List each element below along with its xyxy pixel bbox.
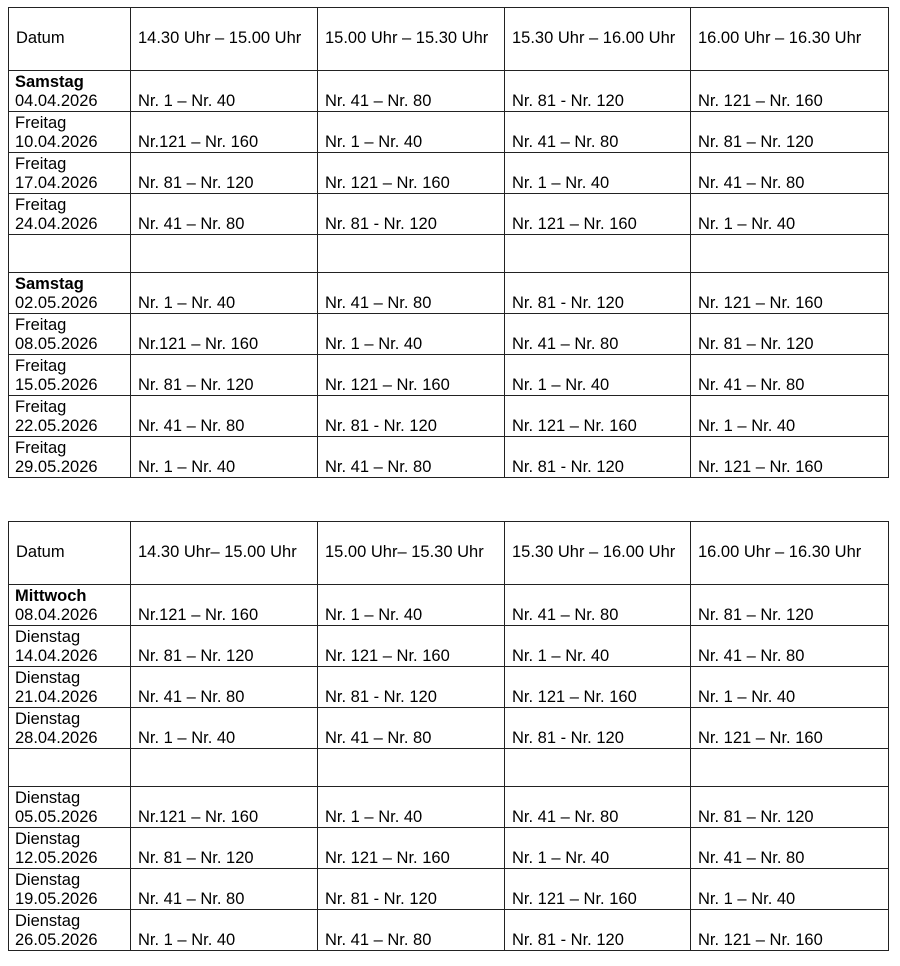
slot-cell: Nr. 1 – Nr. 40 [131, 437, 318, 478]
header-slot-4: 16.00 Uhr – 16.30 Uhr [691, 522, 889, 585]
slot-cell: Nr. 41 – Nr. 80 [505, 314, 691, 355]
date-label: 29.05.2026 [15, 458, 98, 476]
empty-cell [691, 235, 889, 273]
slot-cell: Nr. 121 – Nr. 160 [505, 869, 691, 910]
slot-cell: Nr. 121 – Nr. 160 [691, 708, 889, 749]
table-row [9, 910, 889, 951]
date-cell [9, 194, 131, 235]
empty-cell [318, 749, 505, 787]
day-label: Mittwoch [15, 587, 87, 605]
date-cell [9, 667, 131, 708]
empty-cell [131, 235, 318, 273]
slot-cell: Nr. 121 – Nr. 160 [318, 355, 505, 396]
header-slot-2: 15.00 Uhr – 15.30 Uhr [318, 8, 505, 71]
header-date: Datum [9, 8, 131, 71]
header-slot-3: 15.30 Uhr – 16.00 Uhr [505, 8, 691, 71]
day-label: Dienstag [15, 669, 81, 687]
slot-cell: Nr. 1 – Nr. 40 [691, 667, 889, 708]
date-cell [9, 396, 131, 437]
slot-cell: Nr. 81 - Nr. 120 [318, 869, 505, 910]
slot-cell: Nr. 41 – Nr. 80 [131, 869, 318, 910]
slot-cell: Nr. 1 – Nr. 40 [318, 314, 505, 355]
table-row [9, 708, 889, 749]
slot-cell: Nr. 1 – Nr. 40 [131, 273, 318, 314]
day-label: Freitag [15, 439, 67, 457]
slot-cell: Nr. 81 – Nr. 120 [691, 585, 889, 626]
date-cell [9, 314, 131, 355]
header-slot-2: 15.00 Uhr– 15.30 Uhr [318, 522, 505, 585]
empty-cell [318, 235, 505, 273]
empty-cell [9, 235, 131, 273]
day-label: Dienstag [15, 628, 81, 646]
slot-cell: Nr. 1 – Nr. 40 [505, 355, 691, 396]
slot-cell: Nr.121 – Nr. 160 [131, 585, 318, 626]
slot-cell: Nr. 1 – Nr. 40 [318, 112, 505, 153]
slot-cell: Nr. 81 – Nr. 120 [131, 626, 318, 667]
day-label: Freitag [15, 357, 67, 375]
slot-cell: Nr. 121 – Nr. 160 [505, 194, 691, 235]
slot-cell: Nr. 81 - Nr. 120 [505, 437, 691, 478]
slot-cell: Nr. 81 – Nr. 120 [131, 355, 318, 396]
slot-cell: Nr. 121 – Nr. 160 [318, 828, 505, 869]
slot-cell: Nr. 1 – Nr. 40 [131, 71, 318, 112]
slot-cell: Nr. 1 – Nr. 40 [505, 626, 691, 667]
slot-cell: Nr. 81 - Nr. 120 [505, 708, 691, 749]
date-label: 08.04.2026 [15, 606, 98, 624]
day-label: Freitag [15, 114, 67, 132]
date-label: 28.04.2026 [15, 729, 98, 747]
slot-cell: Nr. 1 – Nr. 40 [691, 396, 889, 437]
slot-cell: Nr. 41 – Nr. 80 [318, 437, 505, 478]
slot-cell: Nr. 121 – Nr. 160 [318, 626, 505, 667]
slot-cell: Nr. 81 – Nr. 120 [131, 153, 318, 194]
slot-cell: Nr. 121 – Nr. 160 [505, 396, 691, 437]
date-label: 10.04.2026 [15, 133, 98, 151]
slot-cell: Nr. 41 – Nr. 80 [131, 396, 318, 437]
slot-cell: Nr. 81 - Nr. 120 [318, 396, 505, 437]
slot-cell: Nr. 1 – Nr. 40 [131, 708, 318, 749]
table-row [9, 626, 889, 667]
slot-cell: Nr. 41 – Nr. 80 [318, 273, 505, 314]
day-label: Freitag [15, 196, 67, 214]
schedule-table-2 [8, 521, 889, 951]
date-label: 04.04.2026 [15, 92, 98, 110]
date-cell [9, 626, 131, 667]
header-slot-3: 15.30 Uhr – 16.00 Uhr [505, 522, 691, 585]
date-cell [9, 112, 131, 153]
date-label: 02.05.2026 [15, 294, 98, 312]
empty-cell [505, 235, 691, 273]
header-row [9, 8, 889, 71]
day-label: Freitag [15, 316, 67, 334]
day-label: Samstag [15, 275, 84, 293]
slot-cell: Nr. 121 – Nr. 160 [691, 910, 889, 951]
slot-cell: Nr.121 – Nr. 160 [131, 787, 318, 828]
date-cell [9, 355, 131, 396]
date-label: 05.05.2026 [15, 808, 98, 826]
day-label: Dienstag [15, 871, 81, 889]
table-row [9, 585, 889, 626]
slot-cell: Nr. 121 – Nr. 160 [505, 667, 691, 708]
slot-cell: Nr. 81 - Nr. 120 [318, 194, 505, 235]
slot-cell: Nr. 41 – Nr. 80 [505, 787, 691, 828]
date-label: 14.04.2026 [15, 647, 98, 665]
table-row [9, 314, 889, 355]
date-label: 21.04.2026 [15, 688, 98, 706]
day-label: Dienstag [15, 830, 81, 848]
date-cell [9, 708, 131, 749]
date-label: 08.05.2026 [15, 335, 98, 353]
slot-cell: Nr. 1 – Nr. 40 [131, 910, 318, 951]
slot-cell: Nr. 41 – Nr. 80 [131, 667, 318, 708]
day-label: Freitag [15, 398, 67, 416]
date-label: 15.05.2026 [15, 376, 98, 394]
table-row [9, 194, 889, 235]
table-row [9, 355, 889, 396]
slot-cell: Nr. 81 – Nr. 120 [691, 112, 889, 153]
header-slot-1: 14.30 Uhr – 15.00 Uhr [131, 8, 318, 71]
slot-cell: Nr. 41 – Nr. 80 [505, 585, 691, 626]
slot-cell: Nr.121 – Nr. 160 [131, 314, 318, 355]
date-cell [9, 869, 131, 910]
date-label: 19.05.2026 [15, 890, 98, 908]
slot-cell: Nr. 81 - Nr. 120 [505, 910, 691, 951]
spacer-row [9, 749, 889, 787]
date-label: 24.04.2026 [15, 215, 98, 233]
empty-cell [9, 749, 131, 787]
slot-cell: Nr. 1 – Nr. 40 [691, 869, 889, 910]
slot-cell: Nr. 41 – Nr. 80 [318, 71, 505, 112]
date-label: 22.05.2026 [15, 417, 98, 435]
date-cell [9, 153, 131, 194]
slot-cell: Nr. 41 – Nr. 80 [691, 626, 889, 667]
day-label: Dienstag [15, 912, 81, 930]
empty-cell [505, 749, 691, 787]
slot-cell: Nr. 121 – Nr. 160 [691, 273, 889, 314]
spacer-row [9, 235, 889, 273]
slot-cell: Nr. 41 – Nr. 80 [691, 355, 889, 396]
slot-cell: Nr. 41 – Nr. 80 [505, 112, 691, 153]
slot-cell: Nr. 41 – Nr. 80 [318, 910, 505, 951]
table-row [9, 153, 889, 194]
slot-cell: Nr. 41 – Nr. 80 [691, 153, 889, 194]
slot-cell: Nr. 1 – Nr. 40 [318, 787, 505, 828]
slot-cell: Nr. 81 - Nr. 120 [505, 273, 691, 314]
table-row [9, 396, 889, 437]
table-row [9, 273, 889, 314]
table-row [9, 828, 889, 869]
date-cell [9, 71, 131, 112]
day-label: Dienstag [15, 789, 81, 807]
slot-cell: Nr. 121 – Nr. 160 [691, 71, 889, 112]
empty-cell [131, 749, 318, 787]
day-label: Dienstag [15, 710, 81, 728]
slot-cell: Nr. 81 – Nr. 120 [691, 314, 889, 355]
schedule-table-1 [8, 7, 889, 478]
slot-cell: Nr. 1 – Nr. 40 [505, 828, 691, 869]
table-row [9, 437, 889, 478]
date-cell [9, 437, 131, 478]
date-label: 26.05.2026 [15, 931, 98, 949]
slot-cell: Nr. 1 – Nr. 40 [505, 153, 691, 194]
date-cell [9, 273, 131, 314]
date-cell [9, 828, 131, 869]
slot-cell: Nr. 81 – Nr. 120 [131, 828, 318, 869]
date-cell [9, 910, 131, 951]
date-label: 12.05.2026 [15, 849, 98, 867]
slot-cell: Nr. 41 – Nr. 80 [691, 828, 889, 869]
day-label: Freitag [15, 155, 67, 173]
table-row [9, 112, 889, 153]
slot-cell: Nr. 121 – Nr. 160 [691, 437, 889, 478]
header-date: Datum [9, 522, 131, 585]
empty-cell [691, 749, 889, 787]
date-cell [9, 787, 131, 828]
header-slot-1: 14.30 Uhr– 15.00 Uhr [131, 522, 318, 585]
slot-cell: Nr. 81 – Nr. 120 [691, 787, 889, 828]
day-label: Samstag [15, 73, 84, 91]
slot-cell: Nr. 41 – Nr. 80 [131, 194, 318, 235]
header-slot-4: 16.00 Uhr – 16.30 Uhr [691, 8, 889, 71]
date-cell [9, 585, 131, 626]
slot-cell: Nr. 41 – Nr. 80 [318, 708, 505, 749]
slot-cell: Nr.121 – Nr. 160 [131, 112, 318, 153]
table-row [9, 71, 889, 112]
date-label: 17.04.2026 [15, 174, 98, 192]
table-row [9, 787, 889, 828]
slot-cell: Nr. 81 - Nr. 120 [505, 71, 691, 112]
header-row [9, 522, 889, 585]
slot-cell: Nr. 1 – Nr. 40 [318, 585, 505, 626]
table-row [9, 667, 889, 708]
slot-cell: Nr. 1 – Nr. 40 [691, 194, 889, 235]
slot-cell: Nr. 81 - Nr. 120 [318, 667, 505, 708]
table-row [9, 869, 889, 910]
slot-cell: Nr. 121 – Nr. 160 [318, 153, 505, 194]
